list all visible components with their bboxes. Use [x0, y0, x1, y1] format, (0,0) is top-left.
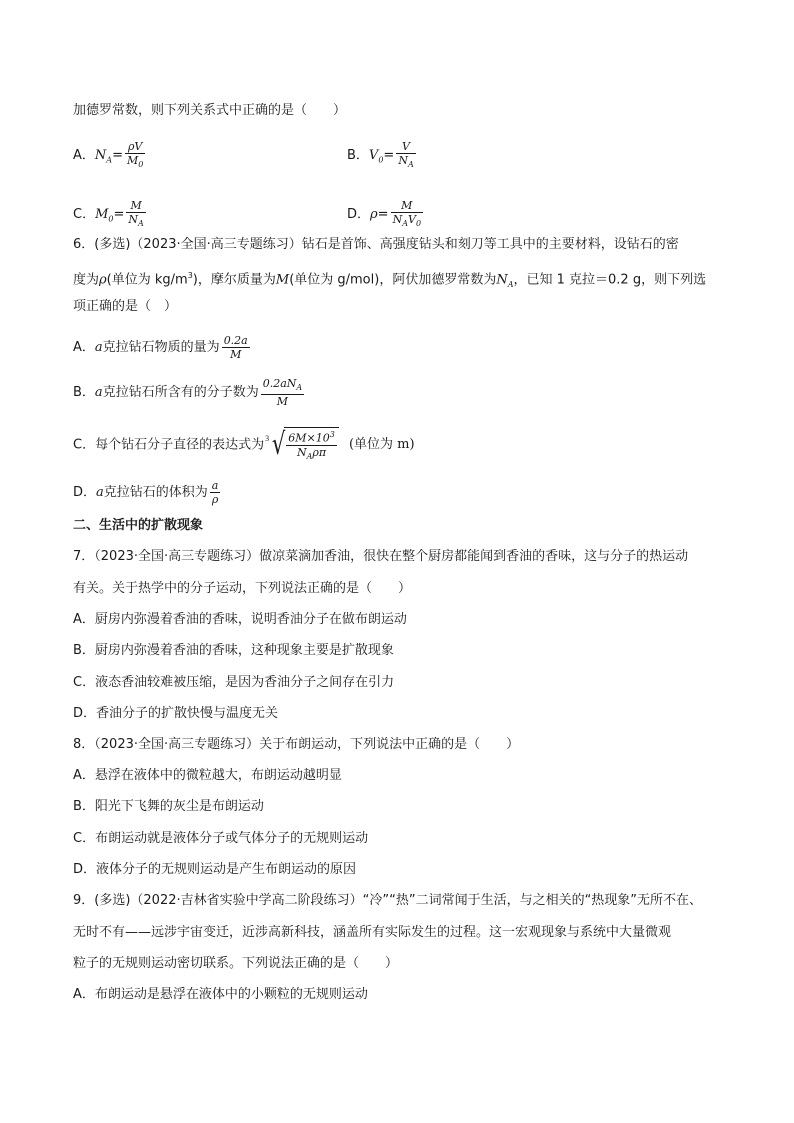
q6-a-fraction: $\frac{0.2a}{M}$ — [223, 334, 248, 361]
q8-option-d[interactable]: D．液体分子的无规则运动是产生布朗运动的原因 — [73, 862, 357, 877]
q5-stem-continued: 加德罗常数，则下列关系式中正确的是（ ） — [73, 103, 347, 118]
q5-b-fraction: $\frac{V}{N_A}$ — [398, 140, 414, 170]
q9-stem-line-1: 9．(多选)（2022·吉林省实验中学高二阶段练习）“冷”“热”二词常闻于生活，与之相关的“热现象”无所不在、 — [73, 893, 703, 908]
q5-c-fraction: $\frac{M}{N_A}$ — [128, 199, 144, 229]
q5-option-b[interactable]: B．$V_0=$ $\frac{V}{N_A}$ — [347, 140, 414, 170]
q5-a-fraction: $\frac{\rho V}{M_0}$ — [126, 140, 144, 170]
q6-b-fraction: $\frac{0.2aN_A}{M}$ — [262, 377, 303, 409]
q9-option-a[interactable]: A．布朗运动是悬浮在液体中的小颗粒的无规则运动 — [73, 987, 368, 1002]
q7-option-a[interactable]: A．厨房内弥漫着香油的香味，说明香油分子在做布朗运动 — [73, 612, 407, 627]
q7-option-b[interactable]: B．厨房内弥漫着香油的香味，这种现象主要是扩散现象 — [73, 643, 394, 658]
q9-stem-line-3: 粒子的无规则运动密切联系。下列说法正确的是（ ） — [73, 956, 399, 971]
q7-option-c[interactable]: C．液态香油较难被压缩，是因为香油分子之间存在引力 — [73, 675, 395, 690]
q9-stem-line-2: 无时不有——远涉宇宙变迁，近涉高新科技，涵盖所有实际发生的过程。这一宏观现象与系统中大量微观 — [73, 925, 672, 940]
q7-stem-line-1: 7．（2023·全国·高三专题练习）做凉菜滴加香油，很快在整个厨房都能闻到香油的香味，这与分子的热运动 — [73, 549, 689, 564]
q5-d-fraction: $\frac{M}{N_AV_0}$ — [392, 199, 422, 229]
q8-option-c[interactable]: C．布朗运动就是液体分子或气体分子的无规则运动 — [73, 831, 369, 846]
q8-option-a[interactable]: A．悬浮在液体中的微粒越大，布朗运动越明显 — [73, 768, 342, 783]
q6-stem-line-3: 项正确的是（ ） — [73, 299, 178, 314]
q6-option-c[interactable]: C．每个钻石分子直径的表达式为 3 √ $\frac{6M\times 10^3}{N_A\rho\pi}$ (单位为 m) — [73, 426, 415, 462]
q6-option-d[interactable]: D．a克拉钻石的体积为 $\frac{a}{\rho}$ — [73, 479, 219, 506]
q6-c-fraction: $\frac{6M\times 10^3}{N_A\rho\pi}$ — [288, 430, 335, 461]
cube-root-sign: 3 √ $\frac{6M\times 10^3}{N_A\rho\pi}$ — [266, 427, 339, 463]
q5-option-d[interactable]: D．ρ= $\frac{M}{N_AV_0}$ — [347, 199, 422, 229]
q5-option-c[interactable]: C．$M_0=$ $\frac{M}{N_A}$ — [73, 199, 144, 229]
q6-stem-line-2: 度为ρ(单位为 $kg/m^3$)，摩尔质量为M(单位为 g/mol)，阿伏加德罗常数为$N_A$，已知 1 克拉＝0.2 g，则下列选 — [73, 271, 707, 289]
q8-option-b[interactable]: B．阳光下飞舞的灰尘是布朗运动 — [73, 799, 264, 814]
q5-option-a[interactable]: A．$N_A=$ $\frac{\rho V}{M_0}$ — [73, 140, 144, 170]
section-heading: 二、生活中的扩散现象 — [73, 518, 204, 533]
q6-stem-line-1: 6．(多选)（2023·全国·高三专题练习）钻石是首饰、高强度钻头和刻刀等工具中的主要材料，设钻石的密 — [73, 237, 679, 252]
q7-option-d[interactable]: D．香油分子的扩散快慢与温度无关 — [73, 706, 279, 721]
q8-stem-line-1: 8．（2023·全国·高三专题练习）关于布朗运动，下列说法中正确的是（ ） — [73, 737, 520, 752]
q6-d-fraction: $\frac{a}{\rho}$ — [211, 479, 219, 506]
q6-option-a[interactable]: A．a克拉钻石物质的量为 $\frac{0.2a}{M}$ — [73, 334, 248, 361]
q6-option-b[interactable]: B．a克拉钻石所含有的分子数为 $\frac{0.2aN_A}{M}$ — [73, 377, 303, 409]
q7-stem-line-2: 有关。关于热学中的分子运动，下列说法正确的是（ ） — [73, 581, 412, 596]
